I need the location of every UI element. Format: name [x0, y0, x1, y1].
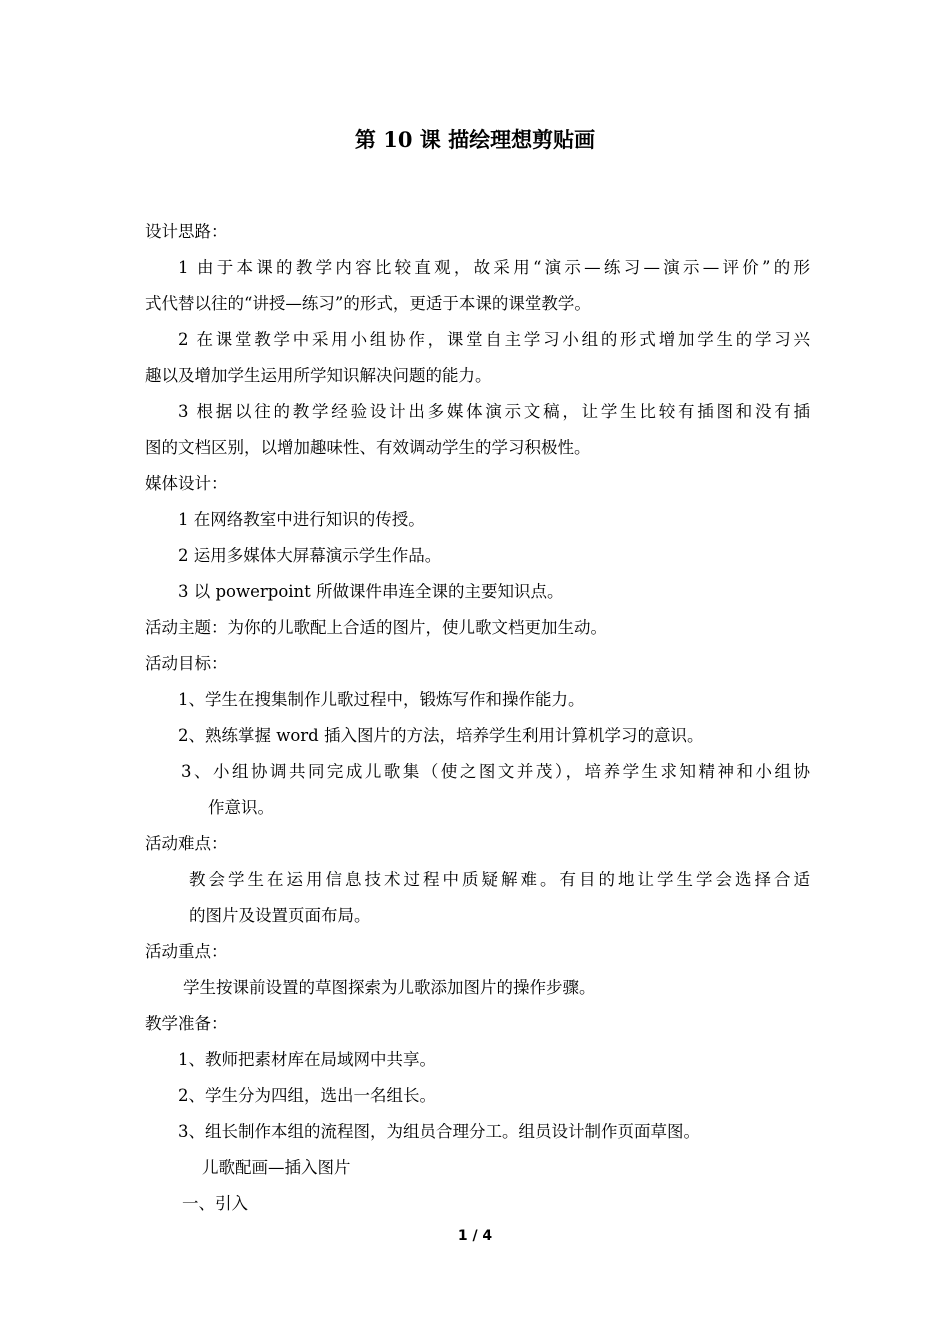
document-body: [145, 214, 810, 1222]
paragraph-line: 3 根据以往的教学经验设计出多媒体演示文稿，让学生比较有插图和没有插: [178, 402, 810, 421]
paragraph-line: 图的文档区别，以增加趣味性、有效调动学生的学习积极性。: [145, 438, 591, 457]
list-item: 2、熟练掌握 word 插入图片的方法，培养学生利用计算机学习的意识。: [178, 726, 704, 745]
page-number: 1 / 4: [457, 1228, 493, 1244]
list-item: 1、教师把素材库在局域网中共享。: [178, 1050, 436, 1069]
section-heading-media-design: 媒体设计：: [145, 474, 228, 493]
section-heading-activity-goals: 活动目标：: [145, 654, 228, 673]
subheading: 儿歌配画—插入图片: [202, 1158, 351, 1177]
document-title: 第 10 课 描绘理想剪贴画: [354, 127, 596, 152]
subheading: 一、引入: [182, 1194, 248, 1213]
list-item: 1、学生在搜集制作儿歌过程中，锻炼写作和操作能力。: [178, 690, 585, 709]
paragraph-line: 学生按课前设置的草图探索为儿歌添加图片的操作步骤。: [183, 978, 596, 997]
paragraph-line: 教会学生在运用信息技术过程中质疑解难。有目的地让学生学会选择合适: [189, 870, 810, 889]
list-item: 2、学生分为四组，选出一名组长。: [178, 1086, 436, 1105]
section-heading-design-idea: 设计思路：: [145, 222, 228, 241]
section-heading-activity-focus: 活动重点：: [145, 942, 228, 961]
list-item: 3、组长制作本组的流程图，为组员合理分工。组员设计制作页面草图。: [178, 1122, 700, 1141]
paragraph-line: 1 由于本课的教学内容比较直观，故采用“演示—练习—演示—评价”的形: [178, 258, 810, 277]
list-item: 3、小组协调共同完成儿歌集（使之图文并茂），培养学生求知精神和小组协: [181, 762, 810, 781]
list-item: 2 运用多媒体大屏幕演示学生作品。: [178, 546, 442, 565]
list-item-continuation: 作意识。: [208, 798, 274, 817]
paragraph-line: 2 在课堂教学中采用小组协作，课堂自主学习小组的形式增加学生的学习兴: [178, 330, 810, 349]
list-item: 3 以 powerpoint 所做课件串连全课的主要知识点。: [178, 582, 564, 601]
paragraph-line: 的图片及设置页面布局。: [189, 906, 371, 925]
section-heading-activity-difficulty: 活动难点：: [145, 834, 228, 853]
section-heading-teaching-preparation: 教学准备：: [145, 1014, 228, 1033]
paragraph-line: 趣以及增加学生运用所学知识解决问题的能力。: [145, 366, 492, 385]
activity-theme: 活动主题：为你的儿歌配上合适的图片，使儿歌文档更加生动。: [145, 618, 607, 637]
list-item: 1 在网络教室中进行知识的传授。: [178, 510, 425, 529]
paragraph-line: 式代替以往的“讲授—练习”的形式，更适于本课的课堂教学。: [145, 294, 591, 313]
